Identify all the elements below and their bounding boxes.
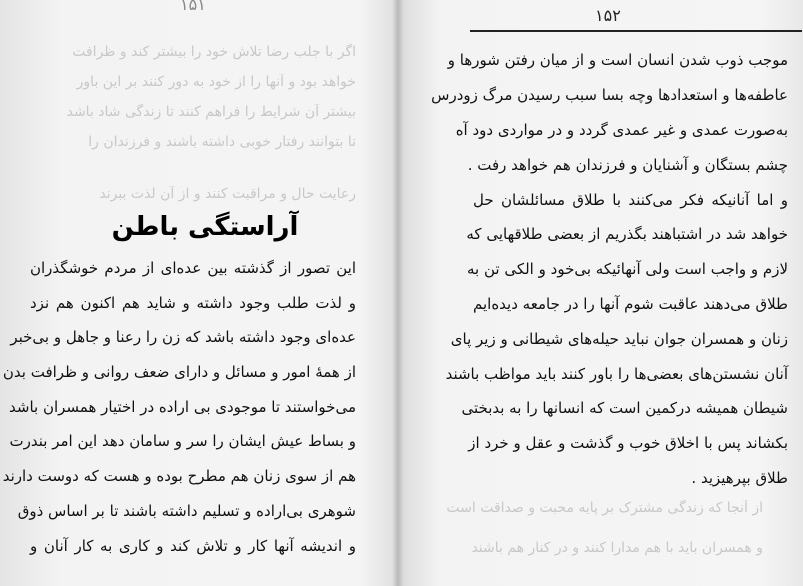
- section-heading: آراستگی باطن: [111, 212, 299, 242]
- bleed-through-text: اگر با جلب رضا تلاش خود را بیشتر کند و ظرافت: [72, 44, 356, 60]
- left-line-4: از همهٔ امور و مسائل و دارای ضعف روانی و ظرافت بدن: [2, 363, 356, 381]
- bleed-through-text: خواهد بود و آنها را از خود به دور کنند بر این باور: [76, 74, 356, 90]
- bleed-through-text: بیشتر آن شرایط را فراهم کنند تا زندگی شاد باشد: [66, 104, 356, 120]
- left-line-9: و اندیشه آنها کار و تلاش کند و کاری به کار آنان و: [30, 537, 356, 555]
- bleed-through-text: و همسران باید با هم مدارا کنند و در کنار هم باشند: [471, 540, 763, 556]
- bleed-through-text: تا بتوانند رفتار خوبی داشته باشند و فرزندان را: [88, 134, 356, 150]
- right-line-8: طلاق می‌دهند عاقبت شوم آنها را در جامعه دیده‌ایم: [473, 295, 788, 313]
- left-page: [0, 0, 396, 586]
- right-line-2: عاطفه‌ها و استعدادها وچه بسا سبب رسیدن مرگ زودرس: [431, 86, 788, 104]
- right-line-3: به‌صورت عمدی و غیر عمدی گردد و در مواردی دود آه: [455, 121, 788, 139]
- left-line-5: می‌خواستند تا موجودی بی اراده در اختیار همسران باشد: [9, 398, 356, 416]
- right-line-13: طلاق بپرهیزید .: [691, 469, 788, 487]
- header-rule: [470, 30, 802, 32]
- right-page-number: ۱۵۲: [595, 6, 621, 25]
- left-line-8: شوهری بی‌اراده و تسلیم داشته باشند تا بر اساس ذوق: [17, 502, 356, 520]
- right-line-4: چشم بستگان و آشنایان و فرزندان هم خواهد رفت .: [467, 156, 788, 174]
- bleed-through-text: رعایت حال و مراقبت کنند و از آن لذت ببرند: [99, 186, 356, 202]
- left-page-number: ۱۵۱: [180, 0, 206, 14]
- right-line-12: بکشاند پس با اخلاق خوب و گذشت و عقل و خرد از: [468, 434, 788, 452]
- left-line-7: هم از سوی زنان هم مطرح بوده و هست که دوست دارند: [2, 467, 356, 485]
- left-line-6: و بساط عیش ایشان را سر و سامان دهد این امر بندرت: [9, 432, 356, 450]
- left-line-2: و لذت طلب وجود داشته و شاید هم اکنون هم نزد: [30, 294, 356, 312]
- left-line-1: این تصور از گذشته بین عده‌ای از مردم خوشگذران: [30, 259, 356, 277]
- right-line-9: زنان و همسران جوان نباید حیله‌های شیطانی و زیر پای: [450, 330, 788, 348]
- left-line-3: عده‌ای وجود داشته باشد که زن را رعنا و جاهل و بی‌خبر: [10, 328, 356, 346]
- right-line-5: و اما آنانیکه فکر می‌کنند با طلاق مسائلشان حل: [473, 191, 788, 209]
- right-line-10: آنان نشستن‌های بعضی‌ها را باور کنند باید مواظب باشند: [445, 365, 788, 383]
- right-line-1: موجب ذوب شدن انسان است و از میان رفتن شورها و: [447, 51, 788, 69]
- right-line-11: شیطان همیشه درکمین است که انسانها را به بدبختی: [461, 399, 788, 417]
- bleed-through-text: از آنجا که زندگی مشترک بر پایه محبت و صداقت است: [446, 500, 763, 516]
- right-line-6: خواهد شد در اشتباهند بگذریم از بعضی طلاقهایی که: [466, 225, 788, 243]
- right-page: [398, 0, 803, 586]
- right-line-7: لازم و واجب است ولی آنهائیکه بی‌خود و الکی تن به: [466, 260, 788, 278]
